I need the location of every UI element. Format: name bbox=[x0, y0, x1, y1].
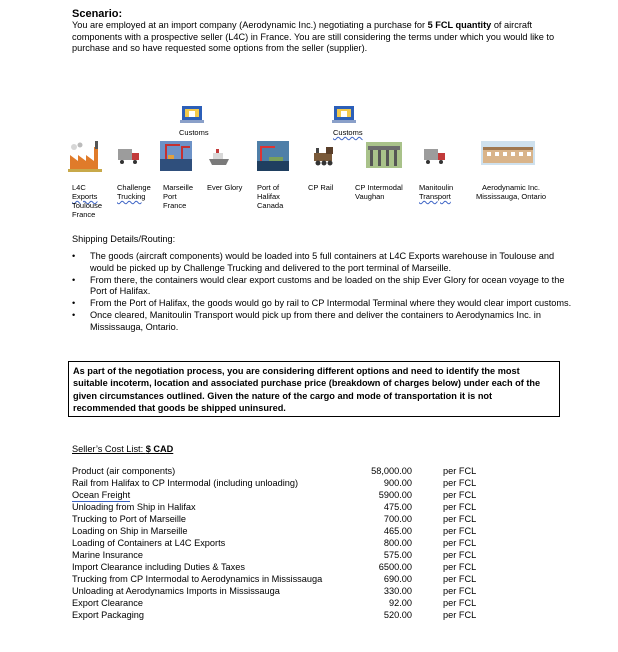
stop-cp-intermodal: CP Intermodal Vaughan bbox=[355, 183, 403, 201]
customs-building-icon bbox=[180, 104, 204, 124]
train-icon bbox=[312, 145, 338, 167]
factory-icon bbox=[68, 139, 108, 175]
negotiation-notice-box: As part of the negotiation process, you are considering different options and need to identify the most suitable incoterm, location and associated purchase price (breakdown of charges below) under each of the given circumstances outlined. Given the nature of the cargo and mode of transportation it is not recommended that goods be shipped uninsured. bbox=[68, 361, 560, 417]
warehouse-building-icon bbox=[481, 141, 535, 165]
cost-list-title: Seller’s Cost List: $ CAD bbox=[72, 444, 174, 454]
stop-l4c-exports: L4C Exports Toulouse France bbox=[72, 183, 103, 219]
stop-ever-glory: Ever Glory bbox=[207, 183, 243, 192]
customs-label-import: Customs bbox=[333, 128, 363, 137]
quantity-bold: 5 FCL quantity bbox=[427, 20, 492, 30]
stop-aerodynamic-inc: Aerodynamic Inc. Mississauga, Ontario bbox=[476, 183, 547, 201]
port-cranes-icon bbox=[160, 141, 192, 171]
customs-building-icon bbox=[332, 104, 356, 124]
routing-diagram bbox=[0, 95, 618, 225]
stop-port-of-halifax: Port of Halifax Canada bbox=[257, 183, 284, 210]
stop-manitoulin-transport: Manitoulin Transport bbox=[419, 183, 454, 201]
truck-icon bbox=[118, 147, 140, 165]
intermodal-terminal-icon bbox=[366, 142, 402, 168]
list-item: • The goods (aircraft components) would be loaded into 5 full containers at L4C Exports warehouse in Toulouse and would be picked up by Challenge Trucking and delivered to the port terminal of Marseille. bbox=[72, 251, 572, 274]
scenario-title: Scenario: bbox=[72, 8, 123, 20]
halifax-port-icon bbox=[257, 141, 289, 171]
scenario-paragraph: You are employed at an import company (Aerodynamic Inc.) negotiating a purchase for 5 FCL quantity of aircraft components with a prospective seller (L4C) in France. You are still considering the terms under which you would like to purchase and so have requested some options from the seller (supplier). bbox=[72, 20, 555, 53]
ship-icon bbox=[208, 147, 230, 167]
truck-icon bbox=[424, 147, 446, 165]
list-item: • Once cleared, Manitoulin Transport would pick up from there and deliver the containers to Aerodynamics Inc. in Mississauga, Ontario. bbox=[72, 310, 572, 333]
customs-label-export: Customs bbox=[179, 128, 209, 137]
list-item: • From the Port of Halifax, the goods would go by rail to CP Intermodal Terminal where they would clear import customs. bbox=[72, 298, 572, 310]
stop-cp-rail: CP Rail bbox=[308, 183, 334, 192]
list-item: • From there, the containers would clear export customs and be loaded on the ship Ever Glory for ocean voyage to the Port of Halifax. bbox=[72, 275, 572, 298]
shipping-heading: Shipping Details/Routing: bbox=[72, 234, 176, 244]
shipping-bullet-list bbox=[72, 251, 572, 334]
stop-challenge-trucking: Challenge Trucking bbox=[117, 183, 151, 201]
stop-marseille-port: Marseille Port France bbox=[163, 183, 194, 210]
